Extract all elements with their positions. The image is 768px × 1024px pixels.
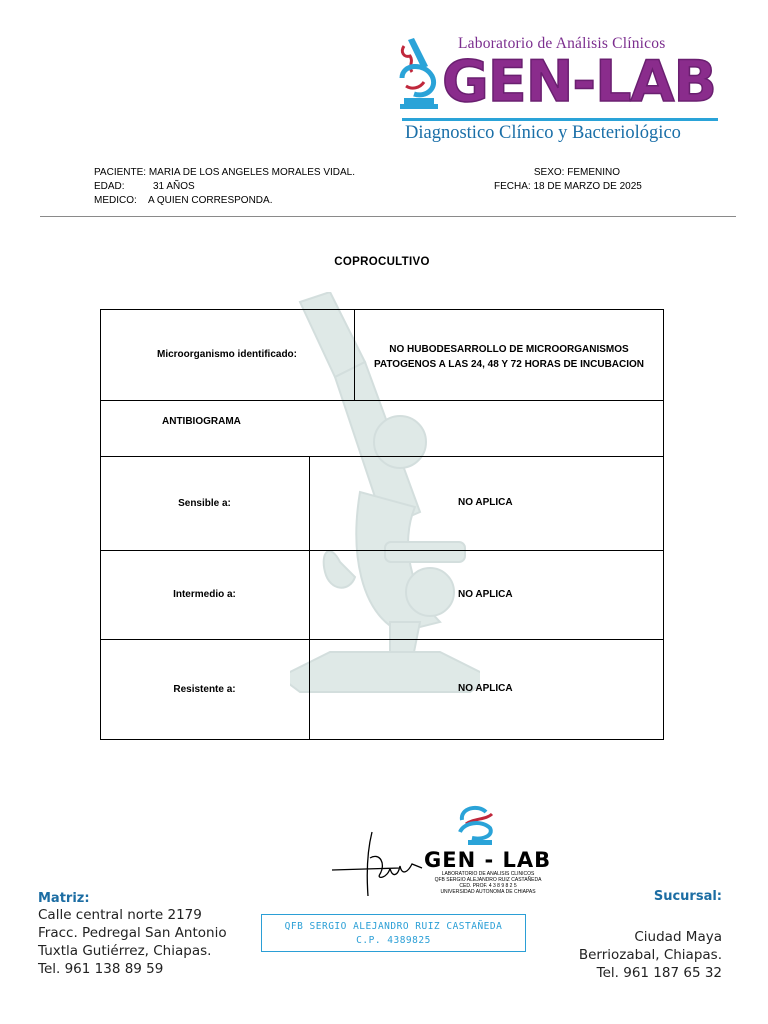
doctor-label: MEDICO:: [94, 195, 137, 206]
signature-brand: GEN - LAB: [424, 848, 552, 872]
patient-info: [94, 166, 355, 208]
report-title: COPROCULTIVO: [334, 256, 430, 268]
matriz-line: Tuxtla Gutiérrez, Chiapas.: [38, 943, 212, 959]
signature-line-4: UNIVERSIDAD AUTONOMA DE CHIAPAS: [440, 889, 536, 895]
lab-name: Laboratorio de Análisis Clínicos: [458, 35, 666, 52]
signature-line-1: LABORATORIO DE ANALISIS CLINICOS: [441, 871, 535, 877]
footer-sucursal: [579, 889, 722, 982]
header-divider: [40, 216, 736, 217]
sensible-value: NO APLICA: [458, 497, 513, 508]
signer-stamp-box: [261, 914, 526, 952]
sucursal-line: Berriozabal, Chiapas.: [578, 947, 722, 963]
table-border-right: [663, 309, 664, 740]
sucursal-line: Tel. 961 187 65 32: [596, 965, 722, 981]
patient-name: PACIENTE: MARIA DE LOS ANGELES MORALES VIDAL.: [94, 167, 356, 178]
signature-line-2: QFB SERGIO ALEJANDRO RUIZ CASTAÑEDA: [434, 877, 542, 883]
patient-sex: SEXO: FEMENINO: [533, 167, 620, 178]
resistente-label: Resistente a:: [173, 683, 236, 695]
organism-label-cell: [100, 309, 354, 400]
matriz-title: Matriz:: [38, 891, 90, 906]
organism-result-line-2: PATOGENOS A LAS 24, 48 Y 72 HORAS DE INCUBACION: [373, 358, 645, 370]
sucursal-title: Sucursal:: [653, 889, 722, 904]
sensible-label: Sensible a:: [178, 497, 231, 509]
age-label: EDAD:: [94, 181, 125, 192]
logo-rule: [402, 118, 718, 121]
matriz-line: Tel. 961 138 89 59: [38, 961, 164, 977]
intermedio-value: NO APLICA: [458, 589, 513, 600]
lab-stamp-logo-icon: [452, 798, 512, 848]
lab-tagline: Diagnostico Clínico y Bacteriológico: [405, 123, 681, 143]
organism-result-cell: [355, 309, 663, 400]
footer-matriz: [38, 891, 227, 978]
signer-name: QFB SERGIO ALEJANDRO RUIZ CASTAÑEDA: [284, 921, 503, 932]
table-border-bottom: [100, 739, 664, 740]
signature-line-3: CED. PROF. 4 3 8 9 8 2 5: [459, 883, 517, 889]
report-date: FECHA: 18 DE MARZO DE 2025: [494, 181, 642, 192]
matriz-line: Fracc. Pedregal San Antonio: [38, 925, 227, 941]
organism-result-line-1: NO HUBODESARROLLO DE MICROORGANISMOS: [389, 343, 629, 355]
organism-label: Microorganismo identificado:: [156, 349, 297, 360]
resistente-value: NO APLICA: [458, 683, 513, 694]
table-column-divider: [309, 456, 310, 740]
doctor-value: A QUIEN CORRESPONDA.: [148, 195, 273, 206]
signer-cp: C.P. 4389825: [356, 935, 431, 946]
antibiogram-heading: ANTIBIOGRAMA: [162, 416, 241, 427]
brand-name: GEN-LAB: [442, 49, 716, 115]
results-table: [100, 309, 664, 740]
lab-logo: [398, 32, 720, 150]
patient-meta: [494, 166, 642, 194]
age-value: 31 AÑOS: [153, 181, 195, 192]
table-divider: [100, 400, 664, 401]
handwritten-signature: [330, 828, 430, 900]
sucursal-line: Ciudad Maya: [634, 929, 722, 945]
intermedio-label: Intermedio a:: [173, 589, 236, 600]
microscope-logo-icon: [398, 36, 442, 112]
matriz-line: Calle central norte 2179: [38, 907, 202, 923]
signature-block: [330, 798, 570, 908]
